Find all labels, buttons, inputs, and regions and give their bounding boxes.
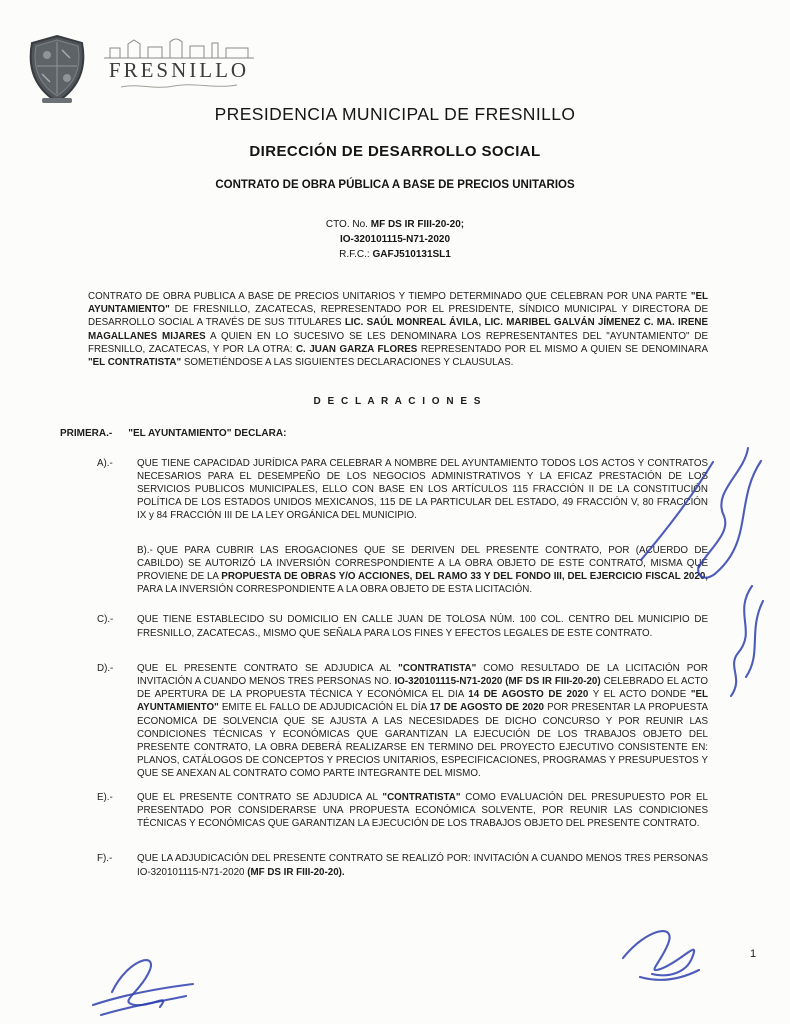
clause-e: [88, 791, 708, 831]
tender-number-line: IO-320101115-N71-2020: [339, 234, 451, 245]
contract-references: [0, 217, 790, 262]
fresnillo-wordmark: FRESNILLO: [108, 58, 250, 82]
signature-ink-right-middle: [731, 586, 763, 696]
document-body: [60, 290, 708, 879]
clause-d-label: D).-: [97, 662, 114, 674]
municipal-crest-logo: [24, 34, 90, 106]
page-number: 1: [750, 948, 757, 960]
clause-a: [88, 457, 708, 523]
clause-b-label: B).-: [137, 544, 153, 556]
primera-text: "EL AYUNTAMIENTO" DECLARA:: [128, 428, 287, 440]
clause-f-text: QUE LA ADJUDICACIÓN DEL PRESENTE CONTRATO SE REALIZÓ POR: INVITACIÓN A CUANDO MENOS TRES PERSONAS IO-320101115-N71-2020 (MF DS IR FIII-20-20).: [137, 853, 708, 878]
rfc-line: R.F.C.: GAFJ510131SL1: [339, 249, 451, 260]
clause-a-text: QUE TIENE CAPACIDAD JURÍDICA PARA CELEBRAR A NOMBRE DEL AYUNTAMIENTO TODOS LOS ACTOS Y CONTRATOS NECESARIOS PARA EL DESEMPEÑO DE LOS NEGOCIOS ADMINISTRATIVOS Y LA EFICAZ PRESTACIÓN DE LOS SERVICIOS PUBLICOS MUNICIPALES, ELLO CON BASE EN LOS ARTÍCULOS 115 FRACCIÓN II DE LA CONSTITUCIÓN POLÍTICA DE LOS ESTADOS UNIDOS MEXICANOS, 115 DE LA PARTICULAR DEL ESTADO, 49 FRACCIÓN V, 80 FRACCIÓN IX y 84 FRACCIÓN III DE LA LEY ORGÁNICA DEL MUNICIPIO.: [137, 457, 708, 522]
logo-tagline-script: [119, 81, 239, 91]
document-title: PRESIDENCIA MUNICIPAL DE FRESNILLO: [214, 104, 576, 124]
header-logos: [24, 34, 254, 106]
contract-number-line: CTO. No. MF DS IR FIII-20-20;: [325, 219, 465, 230]
intro-paragraph: CONTRATO DE OBRA PUBLICA A BASE DE PRECIOS UNITARIOS Y TIEMPO DETERMINADO QUE CELEBRAN POR UNA PARTE "EL AYUNTAMIENTO" DE FRESNILLO, ZACATECAS, REPRESENTADO POR EL PRESIDENTE, SÍNDICO MUNICIPAL Y DIRECTORA DE DESARROLLO SOCIAL A TRAVÉS DE SUS TITULARES LIC. SAÚL MONREAL ÁVILA, LIC. MARIBEL GALVÁN JÍMENEZ C. MA. IRENE MAGALLANES MIJARES A QUIEN EN LO SUCESIVO SE LES DENOMINARA LOS REPRESENTANTES DEL "AYUNTAMIENTO" DE FRESNILLO, ZACATECAS, Y POR LA OTRA: C. JUAN GARZA FLORES REPRESENTADO POR EL MISMO A QUIEN SE DENOMINARA "EL CONTRATISTA" SOMETIÉNDOSE A LAS SIGUIENTES DECLARACIONES Y CLAUSULAS.: [88, 291, 708, 369]
clause-c-label: C).-: [97, 614, 114, 626]
fresnillo-logo: [104, 38, 254, 91]
clause-c-text: QUE TIENE ESTABLECIDO SU DOMICILIO EN CALLE JUAN DE TOLOSA NÚM. 100 COL. CENTRO DEL MUNICIPIO DE FRESNILLO, ZACATECAS., MISMO QUE SEÑALA PARA LOS FINES Y EFECTOS LEGALES DE ESTE CONTRATO.: [137, 614, 708, 639]
primera-label: PRIMERA.-: [60, 428, 113, 440]
clause-f: [88, 852, 708, 878]
clause-b-text: QUE PARA CUBRIR LAS EROGACIONES QUE SE DERIVEN DEL PRESENTE CONTRATO, POR (ACUERDO DE CABILDO) SE AUTORIZÓ LA INVERSIÓN CORRESPONDIENTE A LA OBRA OBJETO DE ESTE CONTRATO, MISMA QUE PROVIENE DE LA PROPUESTA DE OBRAS Y/O ACCIONES, DEL RAMO 33 Y DEL FONDO III, DEL EJERCICIO FISCAL 2020, PARA LA INVERSIÓN CORRESPONDIENTE A LA OBRA OBJETO DE ESTA LICITACIÓN.: [137, 544, 708, 596]
clause-c: [88, 613, 708, 639]
contract-type-title: CONTRATO DE OBRA PÚBLICA A BASE DE PRECIOS UNITARIOS: [215, 179, 575, 191]
clause-d-text: QUE EL PRESENTE CONTRATO SE ADJUDICA AL "CONTRATISTA" COMO RESULTADO DE LA LICITACIÓN POR INVITACIÓN A CUANDO MENOS TRES PERSONAS NO. IO-320101115-N71-2020 (MF DS IR FIII-20-20) CELEBRADO EL ACTO DE APERTURA DE LA PROPUESTA TÉCNICA Y ECONÓMICA EL DIA 14 DE AGOSTO DE 2020 Y EL ACTO DONDE "EL AYUNTAMIENTO" EMITE EL FALLO DE ADJUDICACIÓN EL DÍA 17 DE AGOSTO DE 2020 POR PRESENTAR LA PROPUESTA ECONOMICA DE SOLVENCIA QUE SE AJUSTA A LAS NECESIDADES DE DICHO CONCURSO Y POR REUNIR LAS CONDICIONES TÉCNICAS Y ECONÓMICAS QUE GARANTIZAN LA EJECUCIÓN DE LOS TRABAJOS OBJETO DEL PRESENTE CONTRATO, LA OBRA DEBERÁ REALIZARSE EN TERMINO DEL PROYECTO EJECUTIVO CONSISTENTE EN: PLANOS, CATÁLOGOS DE CONCEPTOS Y PRECIOS UNITARIOS, ESPECIFICACIONES, PROGRAMAS Y PRESUPUESTOS Y QUE SE ANEXAN AL CONTRATO COMO PARTE INTEGRANTE DEL MISMO.: [137, 662, 708, 780]
clause-e-label: E).-: [97, 791, 113, 803]
skyline-icon: [104, 38, 254, 60]
clause-e-text: QUE EL PRESENTE CONTRATO SE ADJUDICA AL "CONTRATISTA" COMO EVALUACIÓN DEL PRESUPUESTO POR EL PRESENTADO POR CONSIDERARSE UNA PROPUESTA ECONÓMICA SOLVENTE, POR REUNIR LAS CONDICIONES TÉCNICAS Y ECONÓMICAS QUE GARANTIZAN LA EJECUCIÓN DE LOS TRABAJOS OBJETO DEL PRESENTE CONTRATO.: [137, 791, 708, 830]
clause-b: [137, 544, 708, 597]
department-title: DIRECCIÓN DE DESARROLLO SOCIAL: [249, 143, 541, 160]
primera-declaration: [60, 427, 708, 440]
signature-ink-bottom-left: [93, 960, 193, 1015]
clause-d: [88, 662, 708, 781]
declarations-heading: D E C L A R A C I O N E S: [313, 396, 483, 408]
signature-ink-bottom-right: [623, 931, 699, 980]
clause-a-label: A).-: [97, 457, 113, 469]
clause-f-label: F).-: [97, 853, 113, 865]
